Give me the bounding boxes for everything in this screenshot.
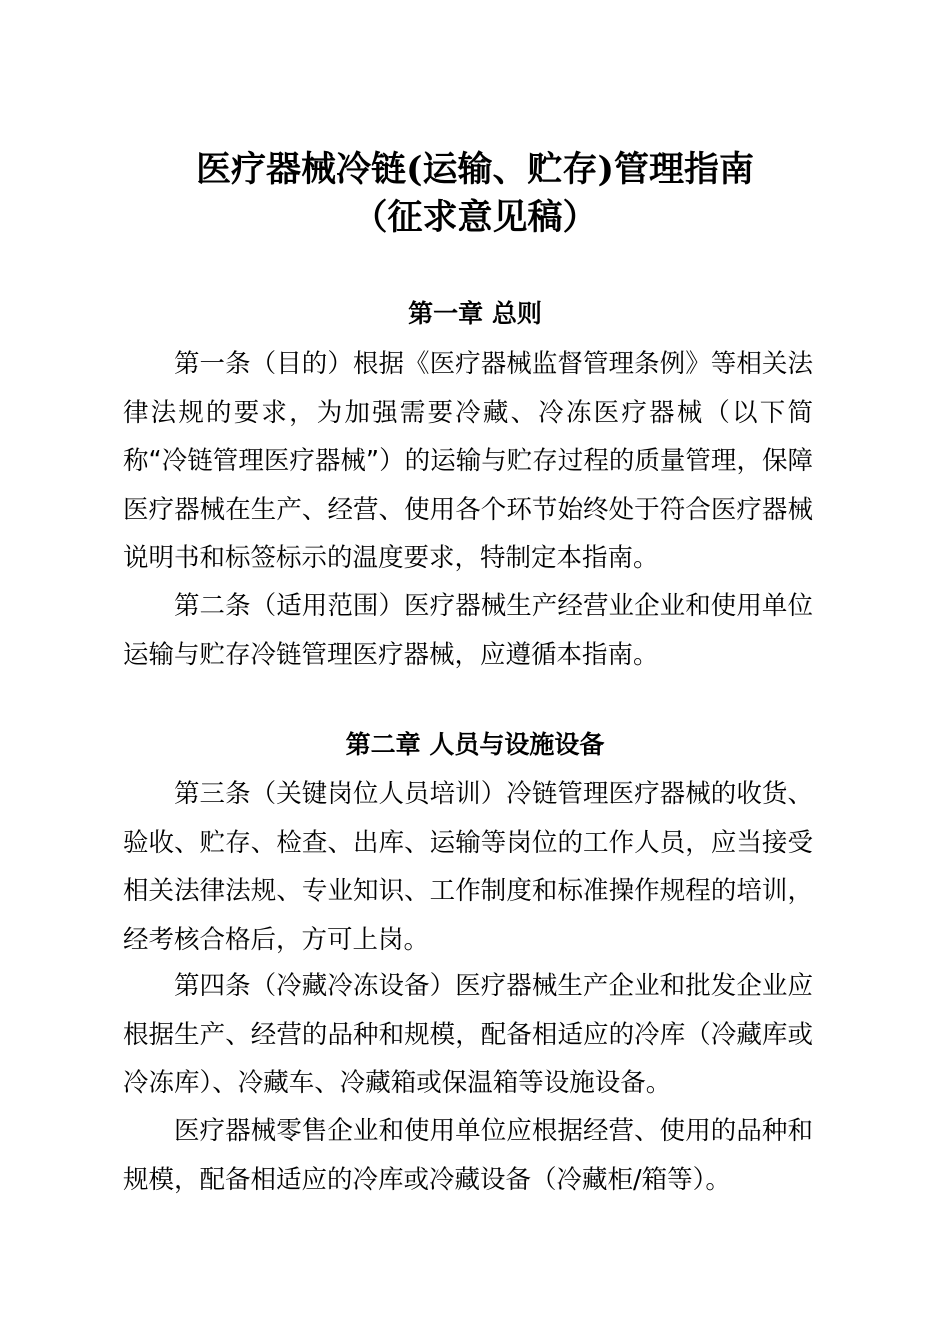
article-4-paragraph: 第四条（冷藏冷冻设备）医疗器械生产企业和批发企业应根据生产、经营的品种和规模，配备相适应的冷库（冷藏库或冷冻库）、冷藏车、冷藏箱或保温箱等设施设备。 (123, 971, 813, 1099)
chapter-heading-personnel-facilities: 第二章 人员与设施设备 (345, 730, 605, 759)
document-title: 医疗器械冷链(运输、贮存)管理指南 (195, 149, 755, 190)
article-3-paragraph: 第三条（关键岗位人员培训）冷链管理医疗器械的收货、验收、贮存、检查、出库、运输等岗位的工作人员，应当接受相关法律法规、专业知识、工作制度和标准操作规程的培训，经考核合格后，方可上岗。 (123, 779, 813, 955)
article-2-paragraph: 第二条（适用范围）医疗器械生产经营业企业和使用单位运输与贮存冷链管理医疗器械，应遵循本指南。 (123, 591, 813, 670)
article-1-paragraph: 第一条（目的）根据《医疗器械监督管理条例》等相关法律法规的要求，为加强需要冷藏、冷冻医疗器械（以下简称“冷链管理医疗器械”）的运输与贮存过程的质量管理，保障医疗器械在生产、经营、使用各个环节始终处于符合医疗器械说明书和标签标示的温度要求，特制定本指南。 (123, 349, 813, 574)
article-4-continuation-paragraph: 医疗器械零售企业和使用单位应根据经营、使用的品种和规模，配备相适应的冷库或冷藏设备（冷藏柜/箱等）。 (123, 1116, 813, 1195)
chapter-heading-general: 第一章 总则 (408, 299, 542, 328)
document-subtitle: （征求意见稿） (352, 197, 598, 238)
